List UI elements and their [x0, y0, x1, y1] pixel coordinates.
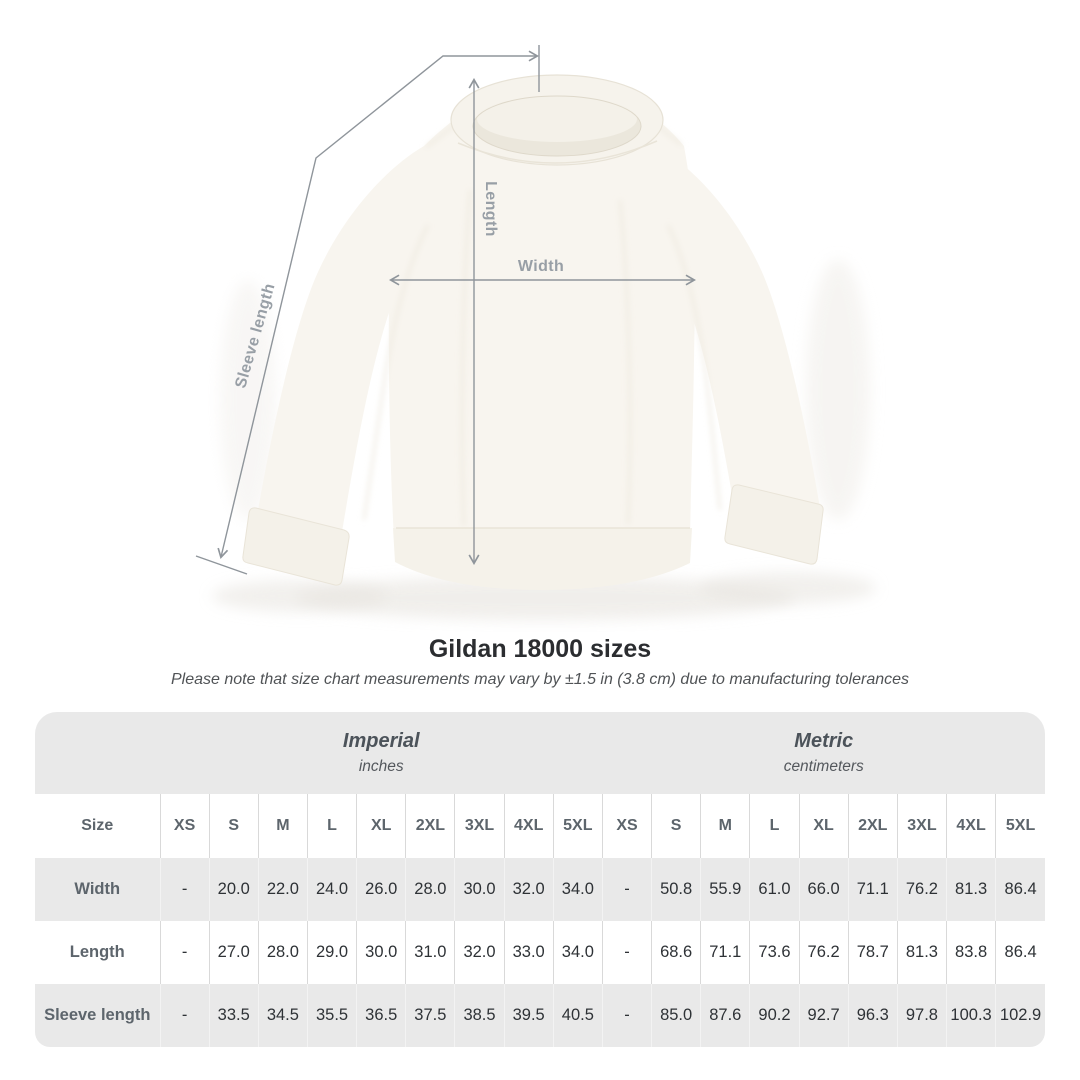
- cell: 68.6: [652, 921, 701, 984]
- cell: 34.0: [553, 858, 602, 921]
- size-col-header: L: [307, 794, 356, 858]
- cell: -: [160, 921, 209, 984]
- cell: 32.0: [504, 858, 553, 921]
- table-row-width: [35, 858, 1045, 921]
- size-col-header: S: [652, 794, 701, 858]
- size-header-row: [35, 794, 1045, 858]
- cell: 50.8: [652, 858, 701, 921]
- cell: 24.0: [307, 858, 356, 921]
- cell: 66.0: [799, 858, 848, 921]
- cell: 30.0: [455, 858, 504, 921]
- cell: 34.5: [258, 984, 307, 1047]
- cell: 96.3: [848, 984, 897, 1047]
- metric-unit: centimeters: [783, 758, 864, 775]
- cell: -: [160, 858, 209, 921]
- size-col-header: XS: [160, 794, 209, 858]
- cell: 30.0: [357, 921, 406, 984]
- size-col-header: 5XL: [553, 794, 602, 858]
- cell: 78.7: [848, 921, 897, 984]
- sleeve-end-tick: [196, 556, 247, 574]
- cell: 61.0: [750, 858, 799, 921]
- sleeve-length-measure-label: Sleeve length: [232, 281, 279, 391]
- cell: 87.6: [701, 984, 750, 1047]
- cell: 31.0: [406, 921, 455, 984]
- sweatshirt-garment: [243, 75, 823, 590]
- unit-band: [35, 712, 1045, 794]
- collar: [451, 75, 663, 165]
- cell: 34.0: [553, 921, 602, 984]
- length-measure-label: Length: [482, 181, 499, 237]
- cell: 76.2: [799, 921, 848, 984]
- size-table-grid: [35, 794, 1045, 1047]
- cell: 86.4: [996, 921, 1045, 984]
- heading: [0, 634, 1080, 690]
- cell: 38.5: [455, 984, 504, 1047]
- cell: 33.5: [209, 984, 258, 1047]
- cell: 20.0: [209, 858, 258, 921]
- size-col-header: 4XL: [504, 794, 553, 858]
- imperial-unit: inches: [358, 758, 404, 775]
- cell: 28.0: [258, 921, 307, 984]
- cell: 81.3: [897, 921, 946, 984]
- unit-group-metric: [603, 730, 1046, 776]
- page-title: Gildan 18000 sizes: [428, 635, 652, 663]
- cell: 71.1: [701, 921, 750, 984]
- cell: -: [602, 858, 651, 921]
- cell: -: [160, 984, 209, 1047]
- cell: 76.2: [897, 858, 946, 921]
- cell: 27.0: [209, 921, 258, 984]
- row-label: Length: [35, 921, 160, 984]
- tolerance-note: Please note that size chart measurements may vary by ±1.5 in (3.8 cm) due to manufacturing tolerances: [170, 671, 910, 688]
- size-col-header: 3XL: [897, 794, 946, 858]
- cell: 35.5: [307, 984, 356, 1047]
- cell: 32.0: [455, 921, 504, 984]
- size-col-header: S: [209, 794, 258, 858]
- size-col-header: 2XL: [406, 794, 455, 858]
- size-col-header: M: [258, 794, 307, 858]
- cell: 55.9: [701, 858, 750, 921]
- cell: 102.9: [996, 984, 1045, 1047]
- cell: -: [602, 984, 651, 1047]
- cell: 40.5: [553, 984, 602, 1047]
- cell: 85.0: [652, 984, 701, 1047]
- row-label: Sleeve length: [35, 984, 160, 1047]
- cell: 73.6: [750, 921, 799, 984]
- size-corner-header: Size: [35, 794, 160, 858]
- cell: 33.0: [504, 921, 553, 984]
- table-row-length: [35, 921, 1045, 984]
- size-col-header: M: [701, 794, 750, 858]
- metric-label: Metric: [794, 730, 854, 752]
- cell: 37.5: [406, 984, 455, 1047]
- cell: 28.0: [406, 858, 455, 921]
- size-col-header: XS: [602, 794, 651, 858]
- unit-group-imperial: [160, 730, 603, 776]
- cell: 81.3: [947, 858, 996, 921]
- cell: 36.5: [357, 984, 406, 1047]
- cell: -: [602, 921, 651, 984]
- cell: 83.8: [947, 921, 996, 984]
- size-col-header: 2XL: [848, 794, 897, 858]
- cell: 22.0: [258, 858, 307, 921]
- cell: 97.8: [897, 984, 946, 1047]
- row-label: Width: [35, 858, 160, 921]
- cell: 100.3: [947, 984, 996, 1047]
- size-col-header: L: [750, 794, 799, 858]
- size-col-header: 5XL: [996, 794, 1045, 858]
- imperial-label: Imperial: [342, 730, 420, 752]
- size-chart-table: [35, 712, 1045, 1047]
- size-col-header: XL: [799, 794, 848, 858]
- size-col-header: 3XL: [455, 794, 504, 858]
- cell: 86.4: [996, 858, 1045, 921]
- cell: 39.5: [504, 984, 553, 1047]
- table-row-sleeve-length: [35, 984, 1045, 1047]
- cell: 90.2: [750, 984, 799, 1047]
- cell: 29.0: [307, 921, 356, 984]
- cell: 92.7: [799, 984, 848, 1047]
- cell: 26.0: [357, 858, 406, 921]
- size-col-header: 4XL: [947, 794, 996, 858]
- cell: 71.1: [848, 858, 897, 921]
- size-col-header: XL: [357, 794, 406, 858]
- width-measure-label: Width: [517, 258, 565, 275]
